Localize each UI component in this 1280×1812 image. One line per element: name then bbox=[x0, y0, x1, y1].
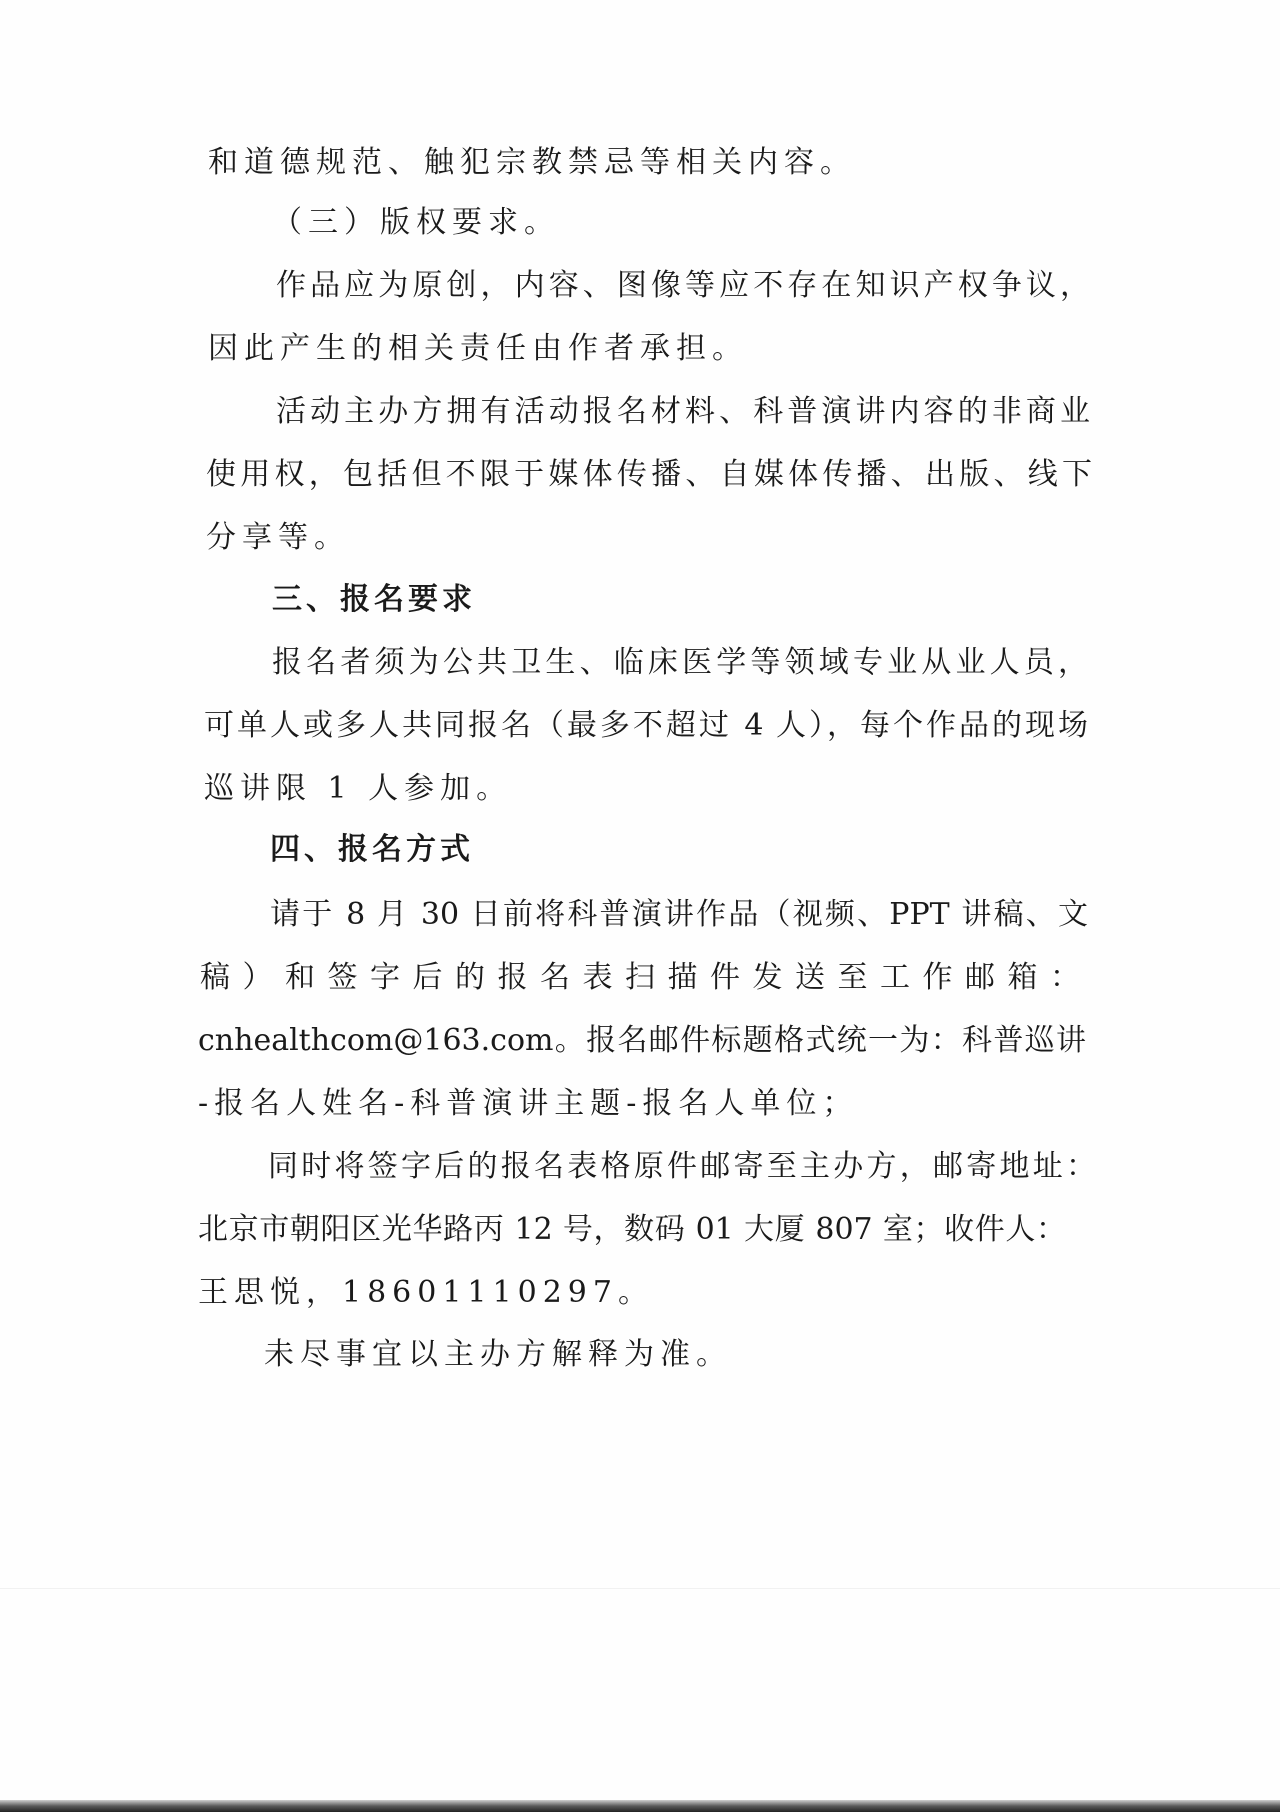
scan-bottom-edge bbox=[0, 1800, 1280, 1812]
body-line-14: 稿）和签字后的报名表扫描件发送至工作邮箱： bbox=[200, 960, 1080, 995]
body-line-contact: 王思悦，18601110297。 bbox=[198, 1275, 654, 1310]
body-line-6: 使用权，包括但不限于媒体传播、自媒体传播、出版、线下 bbox=[206, 457, 1092, 492]
body-line-11: 巡讲限 1 人参加。 bbox=[204, 771, 513, 806]
body-line-address: 北京市朝阳区光华路丙 12 号，数码 01 大厦 807 室；收件人： bbox=[198, 1212, 1066, 1247]
body-line-3: 作品应为原创，内容、图像等应不存在知识产权争议， bbox=[276, 268, 1090, 303]
section-heading-registration-method: 四、报名方式 bbox=[270, 832, 474, 867]
body-line-5: 活动主办方拥有活动报名材料、科普演讲内容的非商业 bbox=[276, 394, 1090, 429]
body-line-email: cnhealthcom@163.com。报名邮件标题格式统一为：科普巡讲 bbox=[198, 1023, 1086, 1058]
body-line-13: 请于 8 月 30 日前将科普演讲作品（视频、PPT 讲稿、文 bbox=[270, 897, 1088, 932]
body-line-4: 因此产生的相关责任由作者承担。 bbox=[208, 331, 748, 366]
body-line-7: 分享等。 bbox=[206, 520, 350, 555]
body-line-16: -报名人姓名-科普演讲主题-报名人单位； bbox=[198, 1086, 859, 1121]
body-line-10: 可单人或多人共同报名（最多不超过 4 人），每个作品的现场 bbox=[204, 708, 1088, 743]
body-line-17: 同时将签字后的报名表格原件邮寄至主办方，邮寄地址： bbox=[268, 1149, 1096, 1184]
section-heading-registration-requirements: 三、报名要求 bbox=[272, 582, 476, 617]
body-line-9: 报名者须为公共卫生、临床医学等领域专业从业人员， bbox=[272, 645, 1088, 680]
subheading-copyright: （三）版权要求。 bbox=[272, 205, 560, 240]
body-line-closing: 未尽事宜以主办方解释为准。 bbox=[264, 1337, 732, 1372]
body-line-1: 和道德规范、触犯宗教禁忌等相关内容。 bbox=[208, 145, 856, 180]
